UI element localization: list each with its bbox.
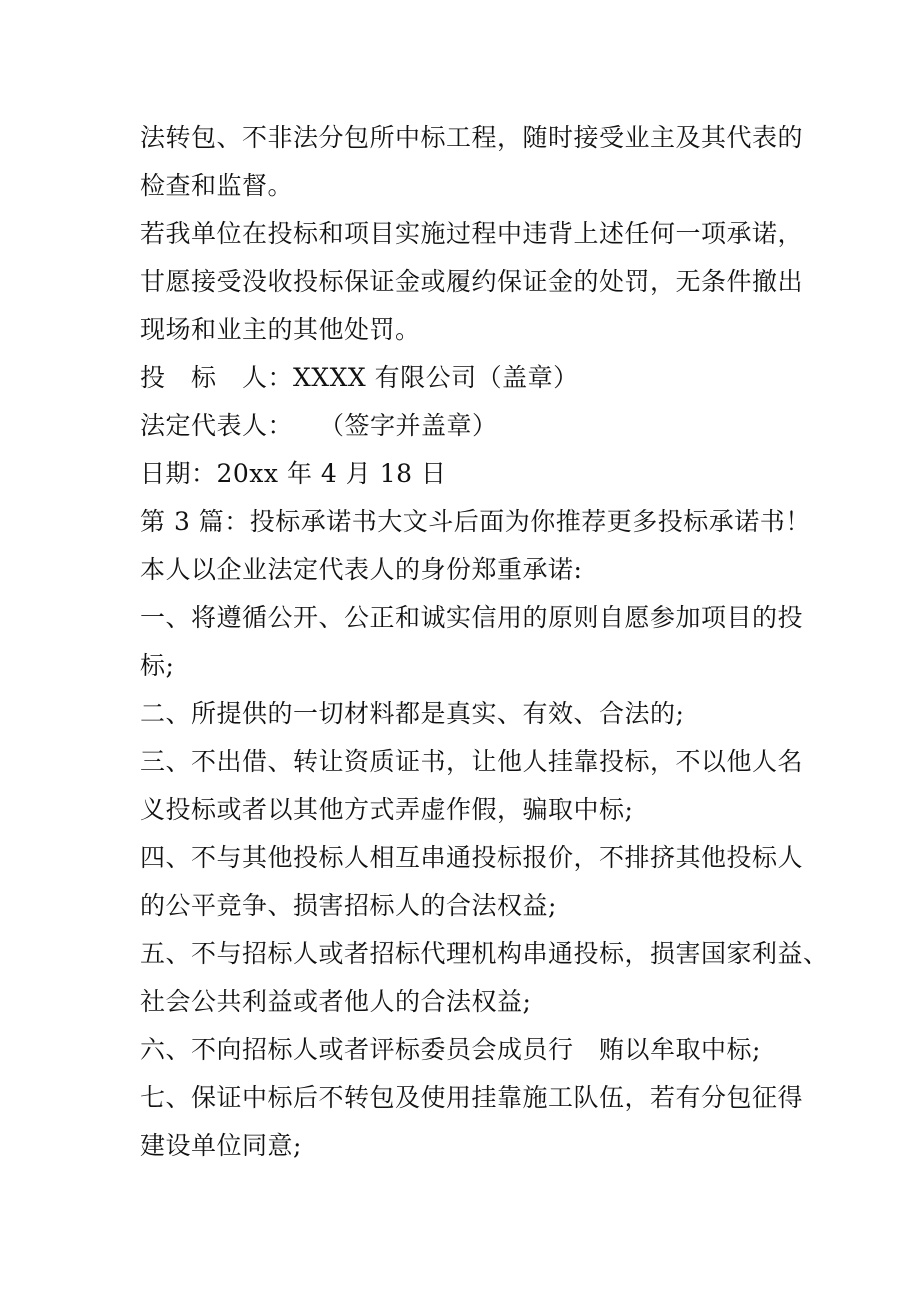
document-body (140, 114, 829, 1170)
legal-representative-line: 法定代表人： （签字并盖章） (140, 411, 498, 440)
list-item-continuation: 建设单位同意; (140, 1131, 302, 1160)
list-item: 六、不向招标人或者评标委员会成员行 贿以牟取中标; (140, 1035, 761, 1064)
list-item: 七、保证中标后不转包及使用挂靠施工队伍，若有分包征得 (140, 1083, 804, 1112)
list-item-continuation: 的公平竞争、损害招标人的合法权益; (140, 891, 557, 920)
list-item: 二、所提供的一切材料都是真实、有效、合法的; (140, 699, 685, 728)
bidder-line: 投 标 人：XXXX 有限公司（盖章） (140, 363, 579, 392)
text-line: 现场和业主的其他处罚。 (140, 315, 421, 344)
text-line: 法转包、不非法分包所中标工程，随时接受业主及其代表的 (140, 123, 804, 152)
list-item: 三、不出借、转让资质证书，让他人挂靠投标，不以他人名 (140, 747, 804, 776)
text-line: 本人以企业法定代表人的身份郑重承诺: (140, 555, 583, 584)
list-item: 四、不与其他投标人相互串通投标报价，不排挤其他投标人 (140, 843, 804, 872)
date-line: 日期：20xx 年 4 月 18 日 (140, 459, 447, 488)
text-line: 甘愿接受没收投标保证金或履约保证金的处罚，无条件撤出 (140, 267, 804, 296)
list-item-continuation: 义投标或者以其他方式弄虚作假，骗取中标; (140, 795, 634, 824)
list-item: 五、不与招标人或者招标代理机构串通投标，损害国家利益、 (140, 939, 829, 968)
list-item-continuation: 标; (140, 651, 175, 680)
text-line: 若我单位在投标和项目实施过程中违背上述任何一项承诺， (140, 219, 804, 248)
list-item: 一、将遵循公开、公正和诚实信用的原则自愿参加项目的投 (140, 603, 804, 632)
list-item-continuation: 社会公共利益或者他人的合法权益; (140, 987, 532, 1016)
section-heading: 第 3 篇：投标承诺书大文斗后面为你推荐更多投标承诺书！ (140, 507, 811, 536)
text-line: 检查和监督。 (140, 171, 294, 200)
